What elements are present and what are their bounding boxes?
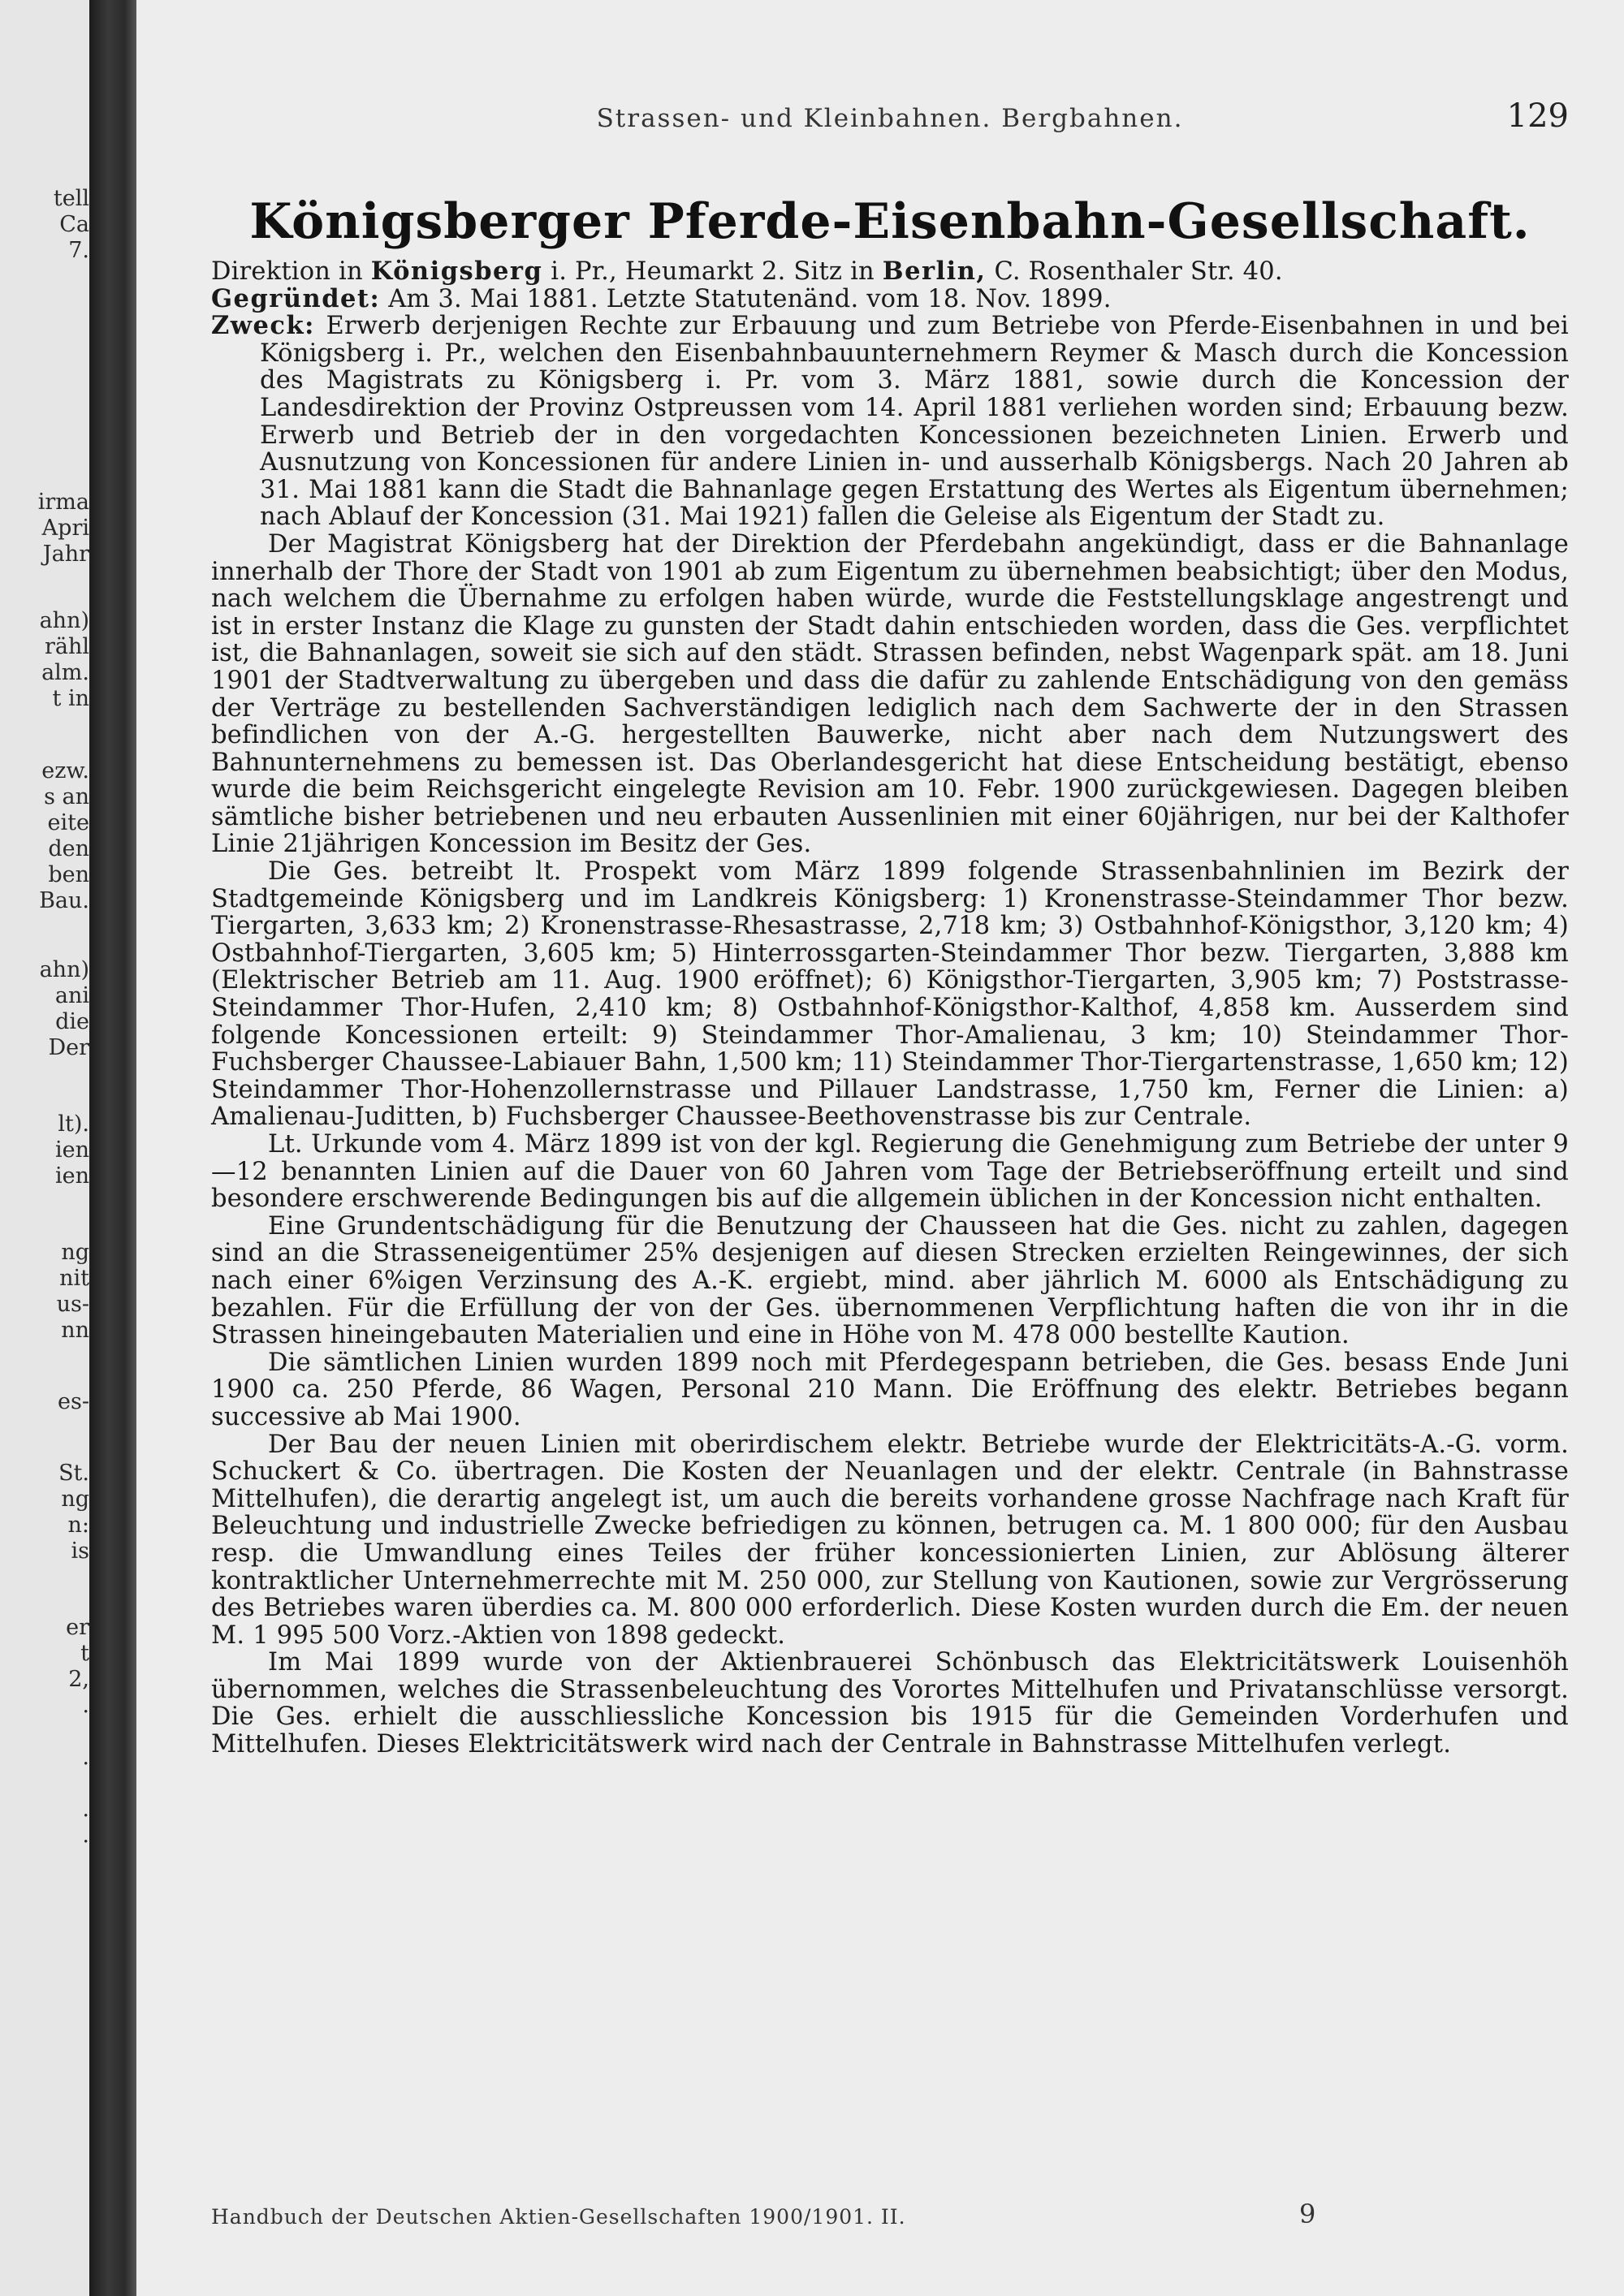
margin-fragment: Ca [59, 212, 89, 237]
book-spine-shadow [89, 0, 136, 2296]
gegruendet-label: Gegründet: [211, 283, 381, 313]
margin-fragment: s an [44, 784, 89, 809]
zweck-text: Erwerb derjenigen Rechte zur Erbauung und zum Betriebe von Pferde-Eisenbahnen in und bei Königsberg i. Pr., welchen den Eisenbahnbauunternehmern Reymer & Masch durch die Koncession des Magistrats zu Königsberg i. Pr. vom 3. März 1881, sowie durch die Koncession der Landesdirektion der Provinz Ostpreussen vom 14. April 1881 verliehen worden sind; Erbauung bezw. Erwerb und Betrieb der in den vorgedachten Koncessionen bezeichneten Linien. Erwerb und Ausnutzung von Koncessionen für andere Linien in- und ausserhalb Königsbergs. Nach 20 Jahren ab 31. Mai 1881 kann die Stadt die Bahnanlage gegen Erstattung des Wertes als Eigentum übernehmen; nach Ablauf der Koncession (31. Mai 1921) fallen die Geleise als Eigentum der Stadt zu. [260, 312, 1569, 532]
direktion-rest: i. Pr., Heumarkt 2. Sitz in [551, 257, 875, 286]
margin-fragment: die [55, 1009, 89, 1034]
margin-fragment: nn [61, 1318, 89, 1343]
body-text [211, 258, 1569, 1759]
body-paragraph: Die Ges. betreibt lt. Prospekt vom März 1899 folgende Strassenbahnlinien im Bezirk der Stadtgemeinde Königsberg und im Landkreis Königsberg: 1) Kronenstrasse-Steindammer Thor bezw. Tiergarten, 3,633 km; 2) Kronenstrasse-Rhesastrasse, 2,718 km; 3) Ostbahnhof-Königsthor, 3,120 km; 4) Ostbahnhof-Tiergarten, 3,605 km; 5) Hinterrossgarten-Steindammer Thor bezw. Tiergarten, 3,888 km (Elektrischer Betrieb am 11. Aug. 1900 eröffnet); 6) Königsthor-Tiergarten, 3,905 km; 7) Poststrasse-Steindammer Thor-Hufen, 2,410 km; 8) Ostbahnhof-Königsthor-Kalthof, 4,858 km. Ausserdem sind folgende Koncessionen erteilt: 9) Steindammer Thor-Amalienau, 3 km; 10) Steindammer Thor-Fuchsberger Chaussee-Labiauer Bahn, 1,500 km; 11) Steindammer Thor-Tiergartenstrasse, 1,650 km; 12) Steindammer Thor-Hohenzollernstrasse und Pillauer Landstrasse, 1,750 km, Ferner die Linien: a) Amalienau-Juditten, b) Fuchsberger Chaussee-Beethovenstrasse bis zur Centrale. [211, 857, 1569, 1132]
margin-fragment: ben [48, 862, 89, 887]
margin-fragment: tell [53, 186, 89, 211]
body-paragraph: Im Mai 1899 wurde von der Aktienbrauerei Schönbusch das Elektricitätswerk Louisenhöh übernommen, welches die Strassenbeleuchtung des Vorortes Mittelhufen und Privatanschlüsse versorgt. Die Ges. erhielt die ausschliessliche Koncession bis 1915 für die Gemeinden Vorderhufen und Mittelhufen. Dieses Elektricitätswerk wird nach der Centrale in Bahnstrasse Mittelhufen verlegt. [211, 1648, 1569, 1759]
margin-fragment: den [48, 836, 89, 861]
margin-fragment: alm. [41, 660, 89, 685]
paragraph-list [211, 531, 1569, 1759]
body-paragraph: Eine Grundentschädigung für die Benutzung der Chausseen hat die Ges. nicht zu zahlen, dagegen sind an die Strasseneigentümer 25% desjenigen auf diesen Strecken erzielten Reingewinnes, der sich nach einer 6%igen Verzinsung des A.-K. ergiebt, mind. aber jährlich M. 6000 als Entschädigung zu bezahlen. Für die Erfüllung der von der Ges. übernommenen Verpflichtung haften die von ihr in die Strassen hineingebauten Materialien und eine in Höhe von M. 478 000 bestellte Kaution. [211, 1211, 1569, 1350]
margin-fragment: 7. [68, 238, 89, 263]
margin-fragment: ahn) [39, 608, 89, 633]
margin-fragment: . [82, 1823, 89, 1848]
margin-fragment: nit [59, 1266, 89, 1291]
margin-fragment: Bau. [39, 888, 89, 913]
margin-fragment: is [71, 1539, 89, 1564]
direktion-label: Direktion in [211, 257, 363, 286]
margin-fragment: ezw. [41, 758, 89, 783]
margin-fragment: ien [54, 1137, 89, 1163]
body-paragraph: Der Magistrat Königsberg hat der Direktion der Pferdebahn angekündigt, dass er die Bahnanlage innerhalb der Thore der Stadt von 1901 ab zum Eigentum zu übernehmen beabsichtigt; über den Modus, nach welchem die Übernahme zu erfolgen haben würde, wurde die Feststellungsklage angestrengt und ist in erster Instanz die Klage zu gunsten der Stadt dahin entschieden worden, dass die Ges. verpflichtet ist, die Bahnanlagen, soweit sie sich auf den städt. Strassen befinden, nebst Wagenpark spät. am 18. Juni 1901 der Stadtverwaltung zu übergeben und dass die dafür zu zahlende Entschädigung von den gemäss der Verträge zu bestellenden Sachverständigen lediglich nach dem Sachwerte der in den Strassen befindlichen von der A.-G. hergestellten Bauwerke, nicht aber nach dem Nutzungswert des Bahnunternehmens zu bemessen ist. Das Oberlandesgericht hat diese Entscheidung bestätigt, ebenso wurde die beim Reichsgericht eingelegte Revision am 10. Febr. 1900 zurückgewiesen. Dagegen bleiben sämtliche bisher betriebenen und neu erbauten Aussenlinien mit einer 60jährigen, nur bei der Kalthofer Linie 21jährigen Koncession im Besitz der Ges. [211, 529, 1569, 859]
margin-fragment: ng [61, 1240, 89, 1265]
footer-signature: 9 [1299, 2199, 1316, 2229]
margin-fragment: er [66, 1615, 89, 1640]
gegruendet-text: Am 3. Mai 1881. Letzte Statutenänd. vom 18. Nov. 1899. [388, 284, 1112, 313]
margin-fragment: eite [47, 810, 89, 835]
margin-fragment: Jahr [42, 542, 89, 567]
direktion-line [211, 258, 1569, 286]
direktion-city: Königsberg [370, 257, 543, 286]
margin-fragment: t in [52, 686, 89, 711]
margin-fragment: . [82, 1693, 89, 1718]
margin-fragment: ahn) [39, 957, 89, 982]
margin-fragment: n: [67, 1513, 89, 1538]
margin-fragment: . [82, 1797, 89, 1822]
document-page [136, 0, 1624, 2296]
margin-fragment: us- [56, 1292, 89, 1317]
company-title: Königsberger Pferde-Eisenbahn-Gesellschaft. [249, 193, 1531, 250]
margin-fragment: ani [54, 983, 89, 1008]
zweck-paragraph [211, 313, 1569, 531]
body-paragraph: Lt. Urkunde vom 4. März 1899 ist von der kgl. Regierung die Genehmigung zum Betriebe der unter 9—12 benannten Linien auf die Dauer von 60 Jahren vom Tage der Betriebseröffnung erteilt und sind besondere erschwerende Bedingungen bis auf die allgemein üblichen in der Koncession nicht enthalten. [211, 1130, 1569, 1214]
margin-fragment: . [82, 1745, 89, 1770]
body-paragraph: Der Bau der neuen Linien mit oberirdischem elektr. Betriebe wurde der Elektricitäts-A.-G. vorm. Schuckert & Co. übertragen. Die Kosten der Neuanlagen und der elektr. Centrale (in Bahnstrasse Mittelhufen), die derartig angelegt ist, um auch die bereits vorhandene grosse Nachfrage nach Kraft für Beleuchtung und industrielle Zwecke befriedigen zu können, betrugen ca. M. 1 800 000; für den Ausbau resp. die Umwandlung eines Teiles der früher koncessionierten Linien, zur Ablösung älterer kontraktlicher Unternehmerrechte mit M. 250 000, zur Stellung von Kautionen, sowie zur Vergrösserung des Betriebes waren überdies ca. M. 800 000 erforderlich. Diese Kosten wurden durch die Em. der neuen M. 1 995 500 Vorz.-Aktien von 1898 gedeckt. [211, 1430, 1569, 1650]
margin-fragment: lt). [58, 1111, 89, 1137]
margin-fragment: ng [61, 1487, 89, 1512]
margin-fragment: Apri [41, 516, 89, 541]
margin-fragment: irma [37, 490, 89, 515]
margin-fragment: t [80, 1641, 89, 1666]
margin-fragment: ien [54, 1163, 89, 1189]
sitz-city: Berlin, [882, 257, 987, 286]
gegruendet-line [211, 283, 1569, 313]
sitz-rest: C. Rosenthaler Str. 40. [994, 257, 1283, 286]
footer-source: Handbuch der Deutschen Aktien-Gesellschaften 1900/1901. II. [211, 2205, 906, 2229]
adjacent-page-margin [0, 0, 89, 2296]
margin-fragment: rähl [44, 634, 89, 659]
zweck-label: Zweck: [211, 311, 315, 341]
margin-fragment: Der [48, 1035, 89, 1060]
body-paragraph: Die sämtlichen Linien wurden 1899 noch mit Pferdegespann betrieben, die Ges. besass Ende Juni 1900 ca. 250 Pferde, 86 Wagen, Personal 210 Mann. Die Eröffnung des elektr. Betriebes begann successive ab Mai 1900. [211, 1348, 1569, 1431]
page-number: 129 [1506, 97, 1569, 135]
running-head: Strassen- und Kleinbahnen. Bergbahnen. [596, 104, 1184, 133]
margin-fragment: 2, [68, 1667, 89, 1692]
margin-fragment: St. [58, 1461, 89, 1486]
margin-fragment: es- [58, 1389, 89, 1414]
